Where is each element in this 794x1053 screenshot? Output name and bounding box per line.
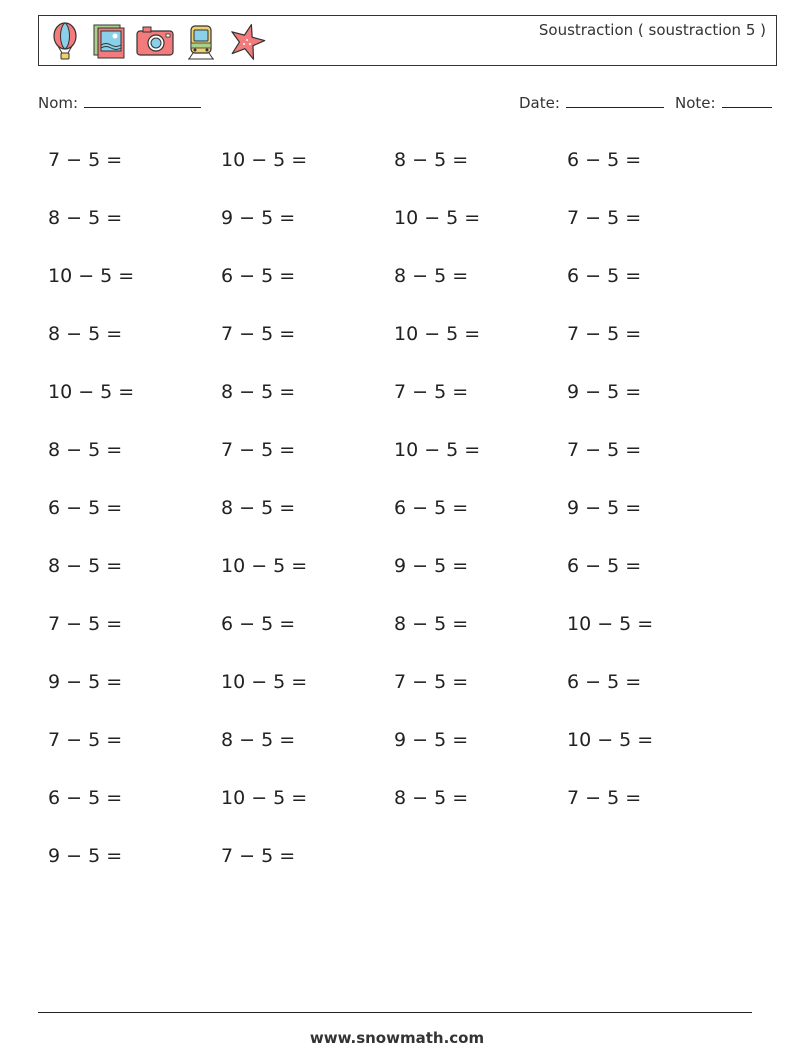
problem-item: 6 − 5 = (567, 671, 642, 693)
problem-item: 9 − 5 = (394, 729, 469, 751)
problem-item: 8 − 5 = (48, 439, 123, 461)
footer-divider (38, 1012, 752, 1013)
problem-item: 10 − 5 = (394, 439, 481, 461)
problem-item: 10 − 5 = (221, 671, 308, 693)
problem-item: 10 − 5 = (48, 381, 135, 403)
problem-item: 8 − 5 = (394, 265, 469, 287)
problem-item: 8 − 5 = (394, 613, 469, 635)
problem-item: 10 − 5 = (221, 555, 308, 577)
problem-item: 8 − 5 = (48, 323, 123, 345)
worksheet-title: Soustraction ( soustraction 5 ) (538, 21, 766, 39)
problem-item: 6 − 5 = (567, 149, 642, 171)
problem-item: 6 − 5 = (221, 613, 296, 635)
problem-item: 7 − 5 = (48, 613, 123, 635)
problem-item: 7 − 5 = (567, 439, 642, 461)
problem-item: 8 − 5 = (221, 729, 296, 751)
problem-item: 8 − 5 = (48, 555, 123, 577)
grade-label: Note: (675, 94, 716, 112)
problem-item: 6 − 5 = (48, 787, 123, 809)
problem-item: 9 − 5 = (48, 845, 123, 867)
problem-item: 6 − 5 = (394, 497, 469, 519)
problem-item: 8 − 5 = (394, 787, 469, 809)
problem-item: 10 − 5 = (394, 323, 481, 345)
problem-item: 7 − 5 = (221, 845, 296, 867)
problem-item: 7 − 5 = (567, 207, 642, 229)
problem-item: 7 − 5 = (567, 787, 642, 809)
problem-item: 7 − 5 = (394, 381, 469, 403)
problem-item: 8 − 5 = (48, 207, 123, 229)
problem-item: 7 − 5 = (221, 439, 296, 461)
problem-item: 7 − 5 = (48, 149, 123, 171)
problem-item: 10 − 5 = (221, 787, 308, 809)
problem-item: 9 − 5 = (567, 497, 642, 519)
problem-item: 6 − 5 = (567, 265, 642, 287)
problem-item: 6 − 5 = (221, 265, 296, 287)
problem-item: 6 − 5 = (567, 555, 642, 577)
problem-item: 8 − 5 = (221, 381, 296, 403)
date-label: Date: (519, 94, 560, 112)
problem-item: 7 − 5 = (221, 323, 296, 345)
problem-item: 8 − 5 = (394, 149, 469, 171)
problem-item: 7 − 5 = (567, 323, 642, 345)
name-label: Nom: (38, 94, 79, 112)
problem-item: 8 − 5 = (221, 497, 296, 519)
problem-item: 10 − 5 = (48, 265, 135, 287)
problem-item: 10 − 5 = (567, 729, 654, 751)
problem-item: 7 − 5 = (394, 671, 469, 693)
problem-item: 6 − 5 = (48, 497, 123, 519)
problem-item: 10 − 5 = (394, 207, 481, 229)
problem-item: 9 − 5 = (221, 207, 296, 229)
problem-item: 10 − 5 = (221, 149, 308, 171)
footer-website: www.snowmath.com (309, 1029, 485, 1047)
problem-item: 7 − 5 = (48, 729, 123, 751)
problem-item: 10 − 5 = (567, 613, 654, 635)
problem-item: 9 − 5 = (567, 381, 642, 403)
problem-item: 9 − 5 = (48, 671, 123, 693)
problem-item: 9 − 5 = (394, 555, 469, 577)
